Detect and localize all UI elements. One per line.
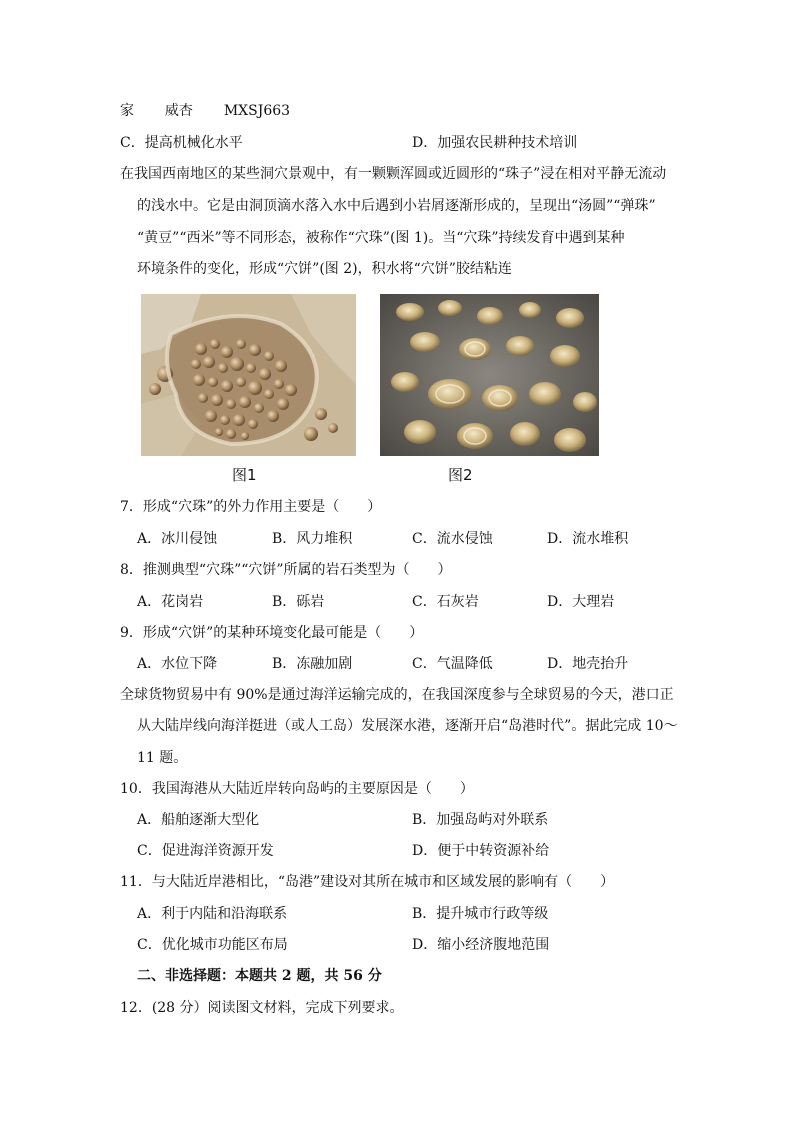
q8-option-a: A．花岗岩 <box>137 594 204 610</box>
q10-option-a: A．船舶逐渐大型化 <box>137 812 260 828</box>
q10-option-b: B．加强岛屿对外联系 <box>412 812 549 828</box>
q9-stem: 9．形成“穴饼”的某种环境变化最可能是（ ） <box>120 625 424 641</box>
passage1-line3: “黄豆”“西米”等不同形态，被称作“穴珠”(图 1)。当“穴珠”持续发育中遇到某种 <box>137 230 625 246</box>
passage2-line2: 从大陆岸线向海洋挺进（或人工岛）发展深水港，逐渐开启“岛港时代”。据此完成 10～ <box>137 718 678 734</box>
q8-option-c: C．石灰岩 <box>412 594 479 610</box>
q7-option-b: B．风力堆积 <box>272 531 353 547</box>
cave-pearls-illustration <box>141 294 356 456</box>
q12-stem: 12．(28 分）阅读图文材料，完成下列要求。 <box>120 1000 404 1016</box>
q8-option-d: D．大理岩 <box>547 594 615 610</box>
q10-option-d: D．便于中转资源补给 <box>412 843 550 859</box>
header-code: MXSJ663 <box>223 103 291 119</box>
q11-option-b: B．提升城市行政等级 <box>412 906 549 922</box>
q9-option-d: D．地壳抬升 <box>547 656 629 672</box>
header-line <box>120 101 290 121</box>
q8-stem: 8．推测典型“穴珠”“穴饼”所属的岩石类型为（ ） <box>120 562 452 578</box>
q10-option-c: C．促进海洋资源开发 <box>137 843 274 859</box>
q6-option-c: C．提高机械化水平 <box>120 135 243 151</box>
q11-option-c: C．优化城市功能区布局 <box>137 937 288 953</box>
q7-option-d: D．流水堆积 <box>547 531 629 547</box>
passage2-line1: 全球货物贸易中有 90%是通过海洋运输完成的，在我国深度参与全球贸易的今天，港口正 <box>120 687 674 703</box>
q8-option-b: B．砾岩 <box>272 594 325 610</box>
q11-option-a: A．利于内陆和沿海联系 <box>137 906 288 922</box>
q7-option-c: C．流水侵蚀 <box>412 531 493 547</box>
passage2-line3: 11 题。 <box>137 750 188 766</box>
passage1-line2: 的浅水中。它是由洞顶滴水落入水中后遇到小岩屑逐渐形成的，呈现出“汤圆”“弹珠” <box>137 198 656 214</box>
q9-option-a: A．水位下降 <box>137 656 218 672</box>
q7-stem: 7．形成“穴珠”的外力作用主要是（ ） <box>120 499 382 515</box>
q11-stem: 11．与大陆近岸港相比，“岛港”建设对其所在城市和区域发展的影响有（ ） <box>120 874 615 890</box>
passage1-line4: 环境条件的变化，形成“穴饼”(图 2)，积水将“穴饼”胶结粘连 <box>137 261 512 277</box>
figure-2-caption: 图2 <box>448 466 473 484</box>
figure-1-cave-pearls <box>141 294 356 456</box>
figure-1-caption: 图1 <box>232 466 257 484</box>
q7-option-a: A．冰川侵蚀 <box>137 531 218 547</box>
q9-option-b: B．冻融加剧 <box>272 656 353 672</box>
header-word2: 威杏 <box>164 103 193 119</box>
figure-2-cave-cakes <box>380 294 599 456</box>
q6-option-d: D．加强农民耕种技术培训 <box>412 135 578 151</box>
q11-option-d: D．缩小经济腹地范围 <box>412 937 550 953</box>
passage1-line1: 在我国西南地区的某些洞穴景观中，有一颗颗浑圆或近圆形的“珠子”浸在相对平静无流动 <box>120 166 667 182</box>
header-word1: 家 <box>120 103 134 119</box>
section-2-title: 二、非选择题：本题共 2 题，共 56 分 <box>137 968 382 984</box>
q10-stem: 10．我国海港从大陆近岸转向岛屿的主要原因是（ ） <box>120 781 474 797</box>
cave-cakes-illustration <box>380 294 599 456</box>
q9-option-c: C．气温降低 <box>412 656 493 672</box>
